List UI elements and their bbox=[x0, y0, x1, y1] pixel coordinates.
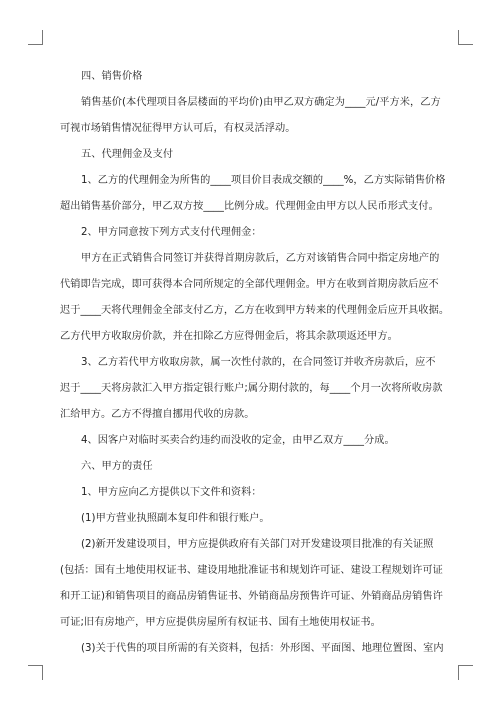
crop-mark-bottom-right bbox=[458, 665, 473, 680]
section-heading-party-a-duties: 六、甲方的责任 bbox=[81, 461, 153, 472]
crop-mark-top-right bbox=[458, 30, 473, 45]
paragraph-line: 可证;旧有房地产，甲方应提供房屋所有权证书、国有土地使用权证书。 bbox=[60, 617, 381, 628]
paragraph-line: 迟于____天将代理佣金全部支付乙方，乙方在收到甲方转来的代理佣金后应开具收据。 bbox=[60, 305, 450, 316]
paragraph-line: 和开工证)和销售项目的商品房销售证书、外销商品房预售许可证、外销商品房销售许 bbox=[60, 591, 443, 602]
paragraph-line: 1、乙方的代理佣金为所售的____项目价目表成交额的____%，乙方实际销售价格 bbox=[81, 175, 446, 186]
paragraph-line: (2)新开发建设项目，甲方应提供政府有关部门对开发建设项目批准的有关证照 bbox=[81, 539, 434, 550]
paragraph-line: (3)关于代售的项目所需的有关资料，包括：外形图、平面图、地理位置图、室内 bbox=[81, 643, 444, 654]
paragraph-line: 迟于____天将房款汇入甲方指定银行账户;属分期付款的，每____个月一次将所收房款 bbox=[60, 383, 443, 394]
paragraph-line: 乙方代甲方收取房价款，并在扣除乙方应得佣金后，将其余款项返还甲方。 bbox=[60, 331, 398, 342]
paragraph-line: 3、乙方若代甲方收取房款，属一次性付款的，在合同签订并收齐房款后，应不 bbox=[81, 357, 436, 368]
paragraph-line: 可视市场销售情况征得甲方认可后，有权灵活浮动。 bbox=[60, 123, 296, 134]
paragraph-line: 甲方在正式销售合同签订并获得首期房款后，乙方对该销售合同中指定房地产的 bbox=[81, 253, 440, 264]
paragraph-line: 代销即告完成，即可获得本合同所规定的全部代理佣金。甲方在收到首期房款后应不 bbox=[60, 279, 439, 290]
paragraph-line: 销售基价(本代理项目各层楼面的平均价)由甲乙双方确定为____元/平方米，乙方 bbox=[81, 97, 441, 108]
paragraph-line: 1、甲方应向乙方提供以下文件和资料： bbox=[81, 487, 262, 498]
paragraph-line: 超出销售基价部分，甲乙双方按____比例分成。代理佣金由甲方以人民币形式支付。 bbox=[60, 201, 439, 212]
section-heading-sales-price: 四、销售价格 bbox=[81, 71, 143, 82]
section-heading-commission: 五、代理佣金及支付 bbox=[81, 149, 174, 160]
paragraph-line: 4、因客户对临时买卖合约违约而没收的定金，由甲乙双方____分成。 bbox=[81, 435, 395, 446]
crop-mark-top-left bbox=[28, 30, 43, 45]
paragraph-line: (1)甲方营业执照副本复印件和银行账户。 bbox=[81, 513, 270, 524]
paragraph-line: (包括：国有土地使用权证书、建设用地批准证书和规划许可证、建设工程规划许可证 bbox=[60, 565, 443, 576]
paragraph-line: 2、甲方同意按下列方式支付代理佣金： bbox=[81, 227, 262, 238]
paragraph-line: 汇给甲方。乙方不得擅自挪用代收的房款。 bbox=[60, 409, 255, 420]
crop-mark-bottom-left bbox=[28, 665, 43, 680]
